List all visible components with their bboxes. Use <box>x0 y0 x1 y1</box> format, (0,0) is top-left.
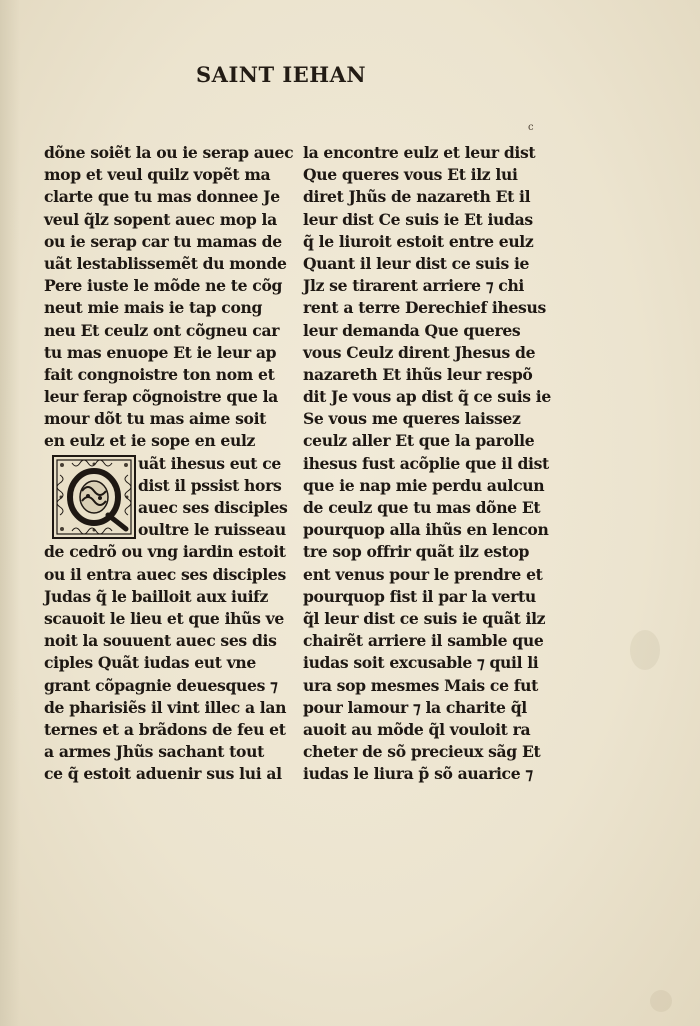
text-line: leur demanda Que queres <box>303 320 521 340</box>
text-line: ou ie serap car tu mamas de <box>44 231 282 251</box>
text-line: ce q̃ estoit aduenir sus lui al <box>44 764 282 784</box>
text-line: ternes et a brãdons de feu et <box>44 719 286 739</box>
text-line: pourquop alla ihũs en lencon <box>303 520 549 540</box>
text-line: de cedrõ ou vng iardin estoit <box>44 542 286 562</box>
text-line: ou il entra auec ses disciples <box>44 564 286 584</box>
binding-shadow <box>0 0 20 1026</box>
text-line: Pere iuste le mõde ne te cõg <box>44 276 283 296</box>
running-head: SAINT IEHAN <box>196 62 367 87</box>
text-line: grant cõpagnie deuesques ⁊ <box>44 675 278 695</box>
text-line: Se vous me queres laissez <box>303 409 521 429</box>
text-line: ceulz aller Et que la parolle <box>303 431 535 451</box>
text-line: Que queres vous Et ilz lui <box>303 165 518 185</box>
text-line: leur dist Ce suis ie Et iudas <box>303 209 533 229</box>
text-line: dist il pssist hors <box>138 475 282 495</box>
text-line: oultre le ruisseau <box>138 520 286 540</box>
text-line: dõne soiẽt la ou ie serap auec <box>44 143 294 162</box>
text-line: de ceulz que tu mas dõne Et <box>303 498 541 517</box>
text-line: neut mie mais ie tap cong <box>44 298 263 318</box>
text-line: ihesus fust acõplie que il dist <box>303 453 549 473</box>
text-line: nazareth Et ihũs leur respõ <box>303 364 533 384</box>
text-line: a armes Jhũs sachant tout <box>44 742 264 762</box>
text-line: ura sop mesmes Mais ce fut <box>303 675 538 695</box>
text-line: de pharisiẽs il vint illec a lan <box>44 697 287 717</box>
text-line: neu Et ceulz ont cõgneu car <box>44 320 280 340</box>
text-line: mop et veul quilz vopẽt ma <box>44 165 271 185</box>
text-line: vous Ceulz dirent Jhesus de <box>303 342 536 362</box>
text-line: que ie nap mie perdu aulcun <box>303 475 545 495</box>
text-line: pour lamour ⁊ la charite q̃l <box>303 697 527 717</box>
text-line: ent venus pour le prendre et <box>303 564 543 584</box>
text-line: Judas q̃ le bailloit aux iuifz <box>44 586 269 606</box>
text-line: chairẽt arriere il samble que <box>303 631 544 651</box>
text-line: fait congnoistre ton nom et <box>44 364 275 384</box>
corner-mark: c <box>528 122 534 133</box>
text-line: diret Jhũs de nazareth Et il <box>303 187 531 207</box>
paper-stain <box>630 630 660 670</box>
text-line: scauoit le lieu et que ihũs ve <box>44 608 284 628</box>
text-line: iudas le liura p̃ sõ auarice ⁊ <box>303 764 533 784</box>
text-line: rent a terre Derechief ihesus <box>303 298 546 318</box>
text-line: auec ses disciples <box>138 498 288 517</box>
text-line: leur ferap cõgnoistre que la <box>44 387 278 407</box>
text-line: iudas soit excusable ⁊ quil li <box>303 653 539 673</box>
text-line: dit Je vous ap dist q̃ ce suis ie <box>303 387 551 407</box>
text-line: la encontre eulz et leur dist <box>303 143 536 162</box>
text-line: tu mas enuope Et ie leur ap <box>44 342 277 362</box>
text-line: uãt ihesus eut ce <box>138 453 281 473</box>
text-line: uãt lestablissemẽt du monde <box>44 253 287 273</box>
text-line: Quant il leur dist ce suis ie <box>303 253 530 273</box>
right-text-column <box>303 142 551 785</box>
text-line: veul q̃lz sopent auec mop la <box>44 209 277 229</box>
text-line: auoit au mõde q̃l vouloit ra <box>303 719 531 739</box>
text-line: noit la souuent auec ses dis <box>44 631 277 651</box>
text-line: q̃ le liuroit estoit entre eulz <box>303 231 534 251</box>
text-line: tre sop offrir quãt ilz estop <box>303 542 530 562</box>
text-line: en eulz et ie sope en eulz <box>44 431 256 451</box>
text-line: ciples Quãt iudas eut vne <box>44 653 256 673</box>
text-line: cheter de sõ precieux sãg Et <box>303 742 541 762</box>
paper-stain <box>650 990 672 1012</box>
text-line: clarte que tu mas donnee Je <box>44 187 280 207</box>
text-line: Jlz se tirarent arriere ⁊ chi <box>303 276 525 296</box>
text-line: mour dõt tu mas aime soit <box>44 409 267 429</box>
text-line: q̃l leur dist ce suis ie quãt ilz <box>303 608 546 628</box>
decorated-initial-q <box>52 455 136 539</box>
text-line: pourquop fist il par la vertu <box>303 586 536 606</box>
